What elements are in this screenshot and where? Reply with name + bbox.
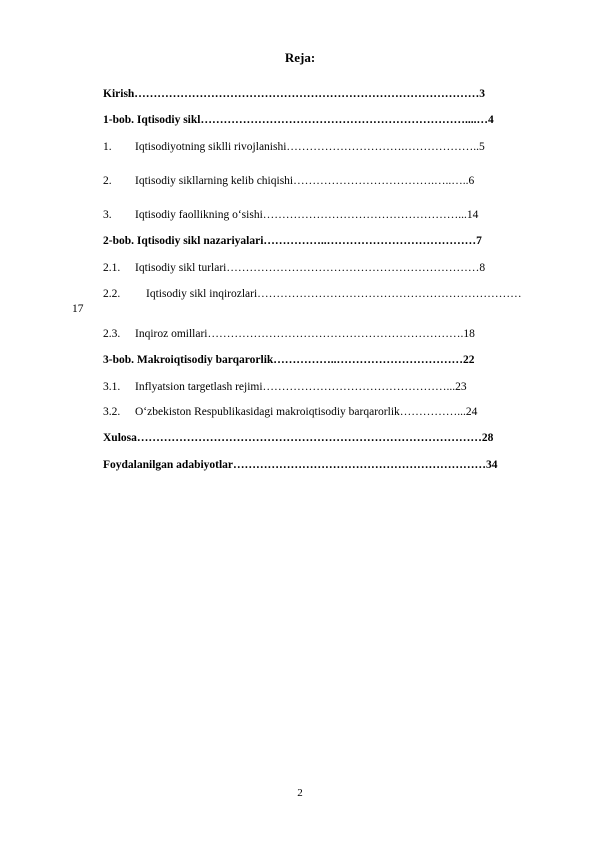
toc-entry-number: 2.2. — [103, 288, 121, 300]
page-title: Reja: — [284, 50, 316, 65]
toc-entry-3-1[interactable] — [103, 381, 558, 393]
toc-entry-text: Iqtisodiy sikl turlari…………………………………………………………8 — [135, 262, 486, 274]
toc-entry-number: 2.3. — [103, 328, 121, 340]
toc-entry-text: Iqtisodiy sikllarning kelib chiqishi……………………………….…..…..6 — [135, 175, 475, 187]
toc-entry-2-2-page: 17 — [72, 303, 84, 315]
toc-entry-number: 3. — [103, 209, 112, 221]
toc-entry-conclusion[interactable] — [103, 432, 558, 444]
toc-entry-text: Inqiroz omillari………………………………………………………….18 — [135, 328, 475, 340]
toc-entry-text: Kirish………………………………………………………………………………3 — [103, 88, 486, 100]
toc-entry-text: 2-bob. Iqtisodiy sikl nazariyalari……………..…………………………………7 — [103, 235, 482, 247]
toc-entry-2-2[interactable] — [103, 288, 558, 300]
toc-entry-text: Iqtisodiy faollikning o‘sishi……………………………………………...14 — [135, 209, 479, 221]
toc-entry-chapter-2[interactable] — [103, 235, 558, 247]
toc-entry-number: 2.1. — [103, 262, 121, 274]
toc-entry-text: O‘zbekiston Respublikasidagi makroiqtisodiy barqarorlik……………...24 — [135, 406, 478, 418]
toc-entry-2-1[interactable] — [103, 262, 558, 274]
toc-entry-2-3[interactable] — [103, 328, 558, 340]
toc-entry-text: 1-bob. Iqtisodiy sikl……………………………………………………………....…4 — [103, 114, 494, 126]
toc-entry-1-1[interactable] — [103, 141, 558, 153]
toc-entry-3-2[interactable] — [103, 406, 558, 418]
toc-entry-references[interactable] — [103, 459, 558, 471]
toc-entry-text: Iqtisodiy sikl inqirozlari…………………………………………………………… — [146, 288, 522, 300]
toc-entry-chapter-3[interactable] — [103, 354, 558, 366]
toc-entry-text: Xulosa………………………………………………………………………………28 — [103, 432, 494, 444]
toc-entry-1-3[interactable] — [103, 209, 558, 221]
page-number: 2 — [297, 787, 303, 799]
toc-entry-number: 3.1. — [103, 381, 121, 393]
toc-entry-number: 1. — [103, 141, 112, 153]
toc-entry-intro[interactable] — [103, 88, 558, 100]
toc-entry-chapter-1[interactable] — [103, 114, 558, 126]
toc-entry-number: 3.2. — [103, 406, 121, 418]
toc-entry-text: Foydalanilgan adabiyotlar…………………………………………………………34 — [103, 459, 498, 471]
toc-entry-text: Inflyatsion targetlash rejimi…………………………………………...23 — [135, 381, 467, 393]
toc-entry-text: Iqtisodiyotning siklli rivojlanishi………………………….………………..5 — [135, 141, 485, 153]
toc-entry-number: 2. — [103, 175, 112, 187]
toc-entry-text: 3-bob. Makroiqtisodiy barqarorlik……………..……………………………22 — [103, 354, 475, 366]
toc-entry-1-2[interactable] — [103, 175, 558, 187]
